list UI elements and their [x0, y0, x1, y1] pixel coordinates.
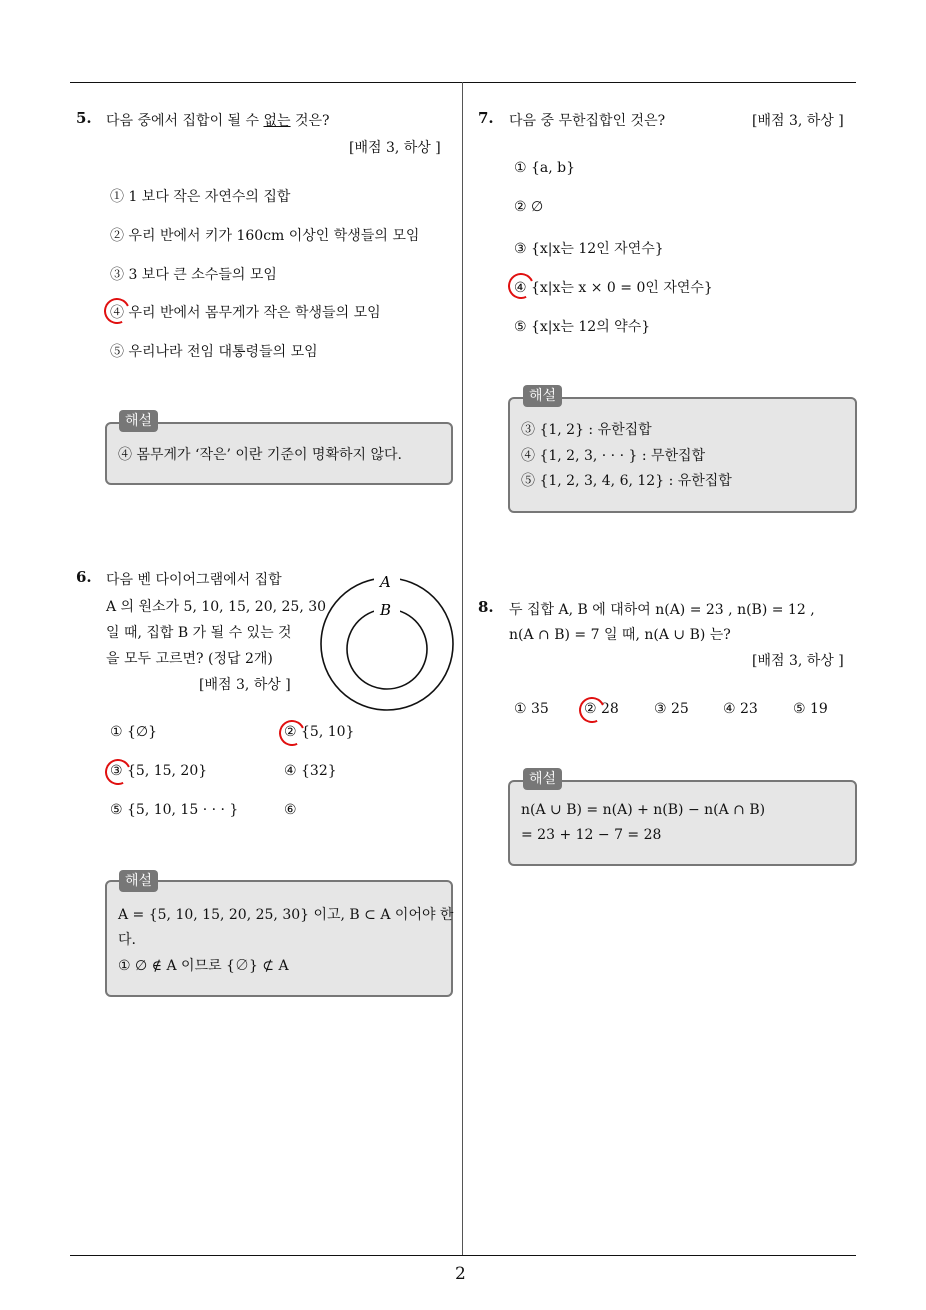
option-3: ③ {x|x는 12인 자연수} [514, 241, 664, 257]
answer-mark [101, 755, 134, 788]
option-1: ① {∅} [110, 724, 158, 740]
option-1: ① 35 [514, 701, 549, 717]
option-2: ② 우리 반에서 키가 160cm 이상인 학생들의 모임 [110, 228, 420, 244]
set-b-label: B [380, 601, 392, 619]
option-1: ① 1 보다 작은 자연수의 집합 [110, 189, 291, 205]
option-2: ② {5, 10} [284, 724, 355, 740]
set-a-circle [321, 578, 453, 710]
question-number: 5. [76, 109, 92, 127]
stem-line-2: A 의 원소가 5, 10, 15, 20, 25, 30 [106, 599, 327, 615]
question-stem [106, 110, 330, 130]
solution-line-3: ⑤ {1, 2, 3, 4, 6, 12} : 유한집합 [521, 473, 732, 489]
answer-mark [575, 693, 608, 726]
score-label: [배점 3, 하상 ] [752, 113, 844, 129]
option-5: ⑤ {x|x는 12의 약수} [514, 319, 651, 335]
answer-mark [100, 294, 133, 327]
solution-line-3: ① ∅ ∉ A 이므로 {∅} ⊄ A [118, 958, 289, 974]
option-3: ③ 25 [654, 701, 689, 717]
stem-line-4: 을 모두 고르면? (정답 2개) [106, 651, 273, 667]
page-number: 2 [455, 1264, 466, 1284]
score-label: [배점 3, 하상 ] [349, 140, 441, 156]
answer-mark [275, 716, 308, 749]
option-5: ⑤ {5, 10, 15 · · · } [110, 802, 239, 818]
solution-line-2: ④ {1, 2, 3, · · · } : 무한집합 [521, 448, 706, 464]
stem-line-1: 두 집합 A, B 에 대하여 n(A) = 23 , n(B) = 12 , [509, 602, 815, 618]
stem-text: 것은? [290, 113, 330, 129]
option-1: ① {a, b} [514, 160, 576, 176]
question-number: 8. [478, 598, 494, 616]
option-4: ④ 우리 반에서 몸무게가 작은 학생들의 모임 [110, 305, 381, 321]
stem-underlined: 없는 [263, 113, 291, 129]
set-b-circle [347, 609, 427, 689]
option-5: ⑤ 19 [793, 701, 828, 717]
solution-line-1: n(A ∪ B) = n(A) + n(B) − n(A ∩ B) [521, 802, 766, 818]
option-3: ③ {5, 15, 20} [110, 763, 208, 779]
solution-tag: 해설 [523, 768, 562, 790]
solution-line-1: A = {5, 10, 15, 20, 25, 30} 이고, B ⊂ A 이어야 한 [118, 907, 454, 923]
answer-mark [504, 269, 537, 302]
option-6: ⑥ [284, 802, 297, 818]
stem-text: 다음 중에서 집합이 될 수 [106, 113, 264, 129]
question-stem: 다음 중 무한집합인 것은? [509, 113, 666, 129]
option-4: ④ 23 [723, 701, 758, 717]
option-4: ④ {x|x는 x × 0 = 0인 자연수} [514, 280, 713, 296]
bottom-rule [70, 1255, 856, 1256]
question-number: 6. [76, 568, 92, 586]
solution-line: ④ 몸무게가 ‘작은’ 이란 기준이 명확하지 않다. [118, 447, 402, 463]
solution-line-2: = 23 + 12 − 7 = 28 [521, 827, 662, 843]
set-a-label: A [380, 573, 391, 591]
option-2: ② ∅ [514, 199, 544, 215]
top-rule [70, 82, 856, 83]
score-label: [배점 3, 하상 ] [752, 653, 844, 669]
stem-line-2: n(A ∩ B) = 7 일 때, n(A ∪ B) 는? [509, 627, 731, 643]
venn-diagram [320, 572, 460, 712]
solution-box [508, 780, 857, 866]
solution-line-2: 다. [118, 932, 136, 948]
column-divider [462, 82, 463, 1255]
solution-box [105, 880, 453, 997]
solution-line-1: ③ {1, 2} : 유한집합 [521, 422, 652, 438]
score-label: [배점 3, 하상 ] [199, 677, 291, 693]
solution-tag: 해설 [523, 385, 562, 407]
option-5: ⑤ 우리나라 전임 대통령들의 모임 [110, 344, 318, 360]
solution-tag: 해설 [119, 870, 158, 892]
stem-line-1: 다음 벤 다이어그램에서 집합 [106, 572, 282, 588]
option-4: ④ {32} [284, 763, 337, 779]
solution-tag: 해설 [119, 410, 158, 432]
option-2: ② 28 [584, 701, 619, 717]
question-number: 7. [478, 109, 494, 127]
stem-line-3: 일 때, 집합 B 가 될 수 있는 것 [106, 625, 292, 641]
option-3: ③ 3 보다 큰 소수들의 모임 [110, 267, 277, 283]
